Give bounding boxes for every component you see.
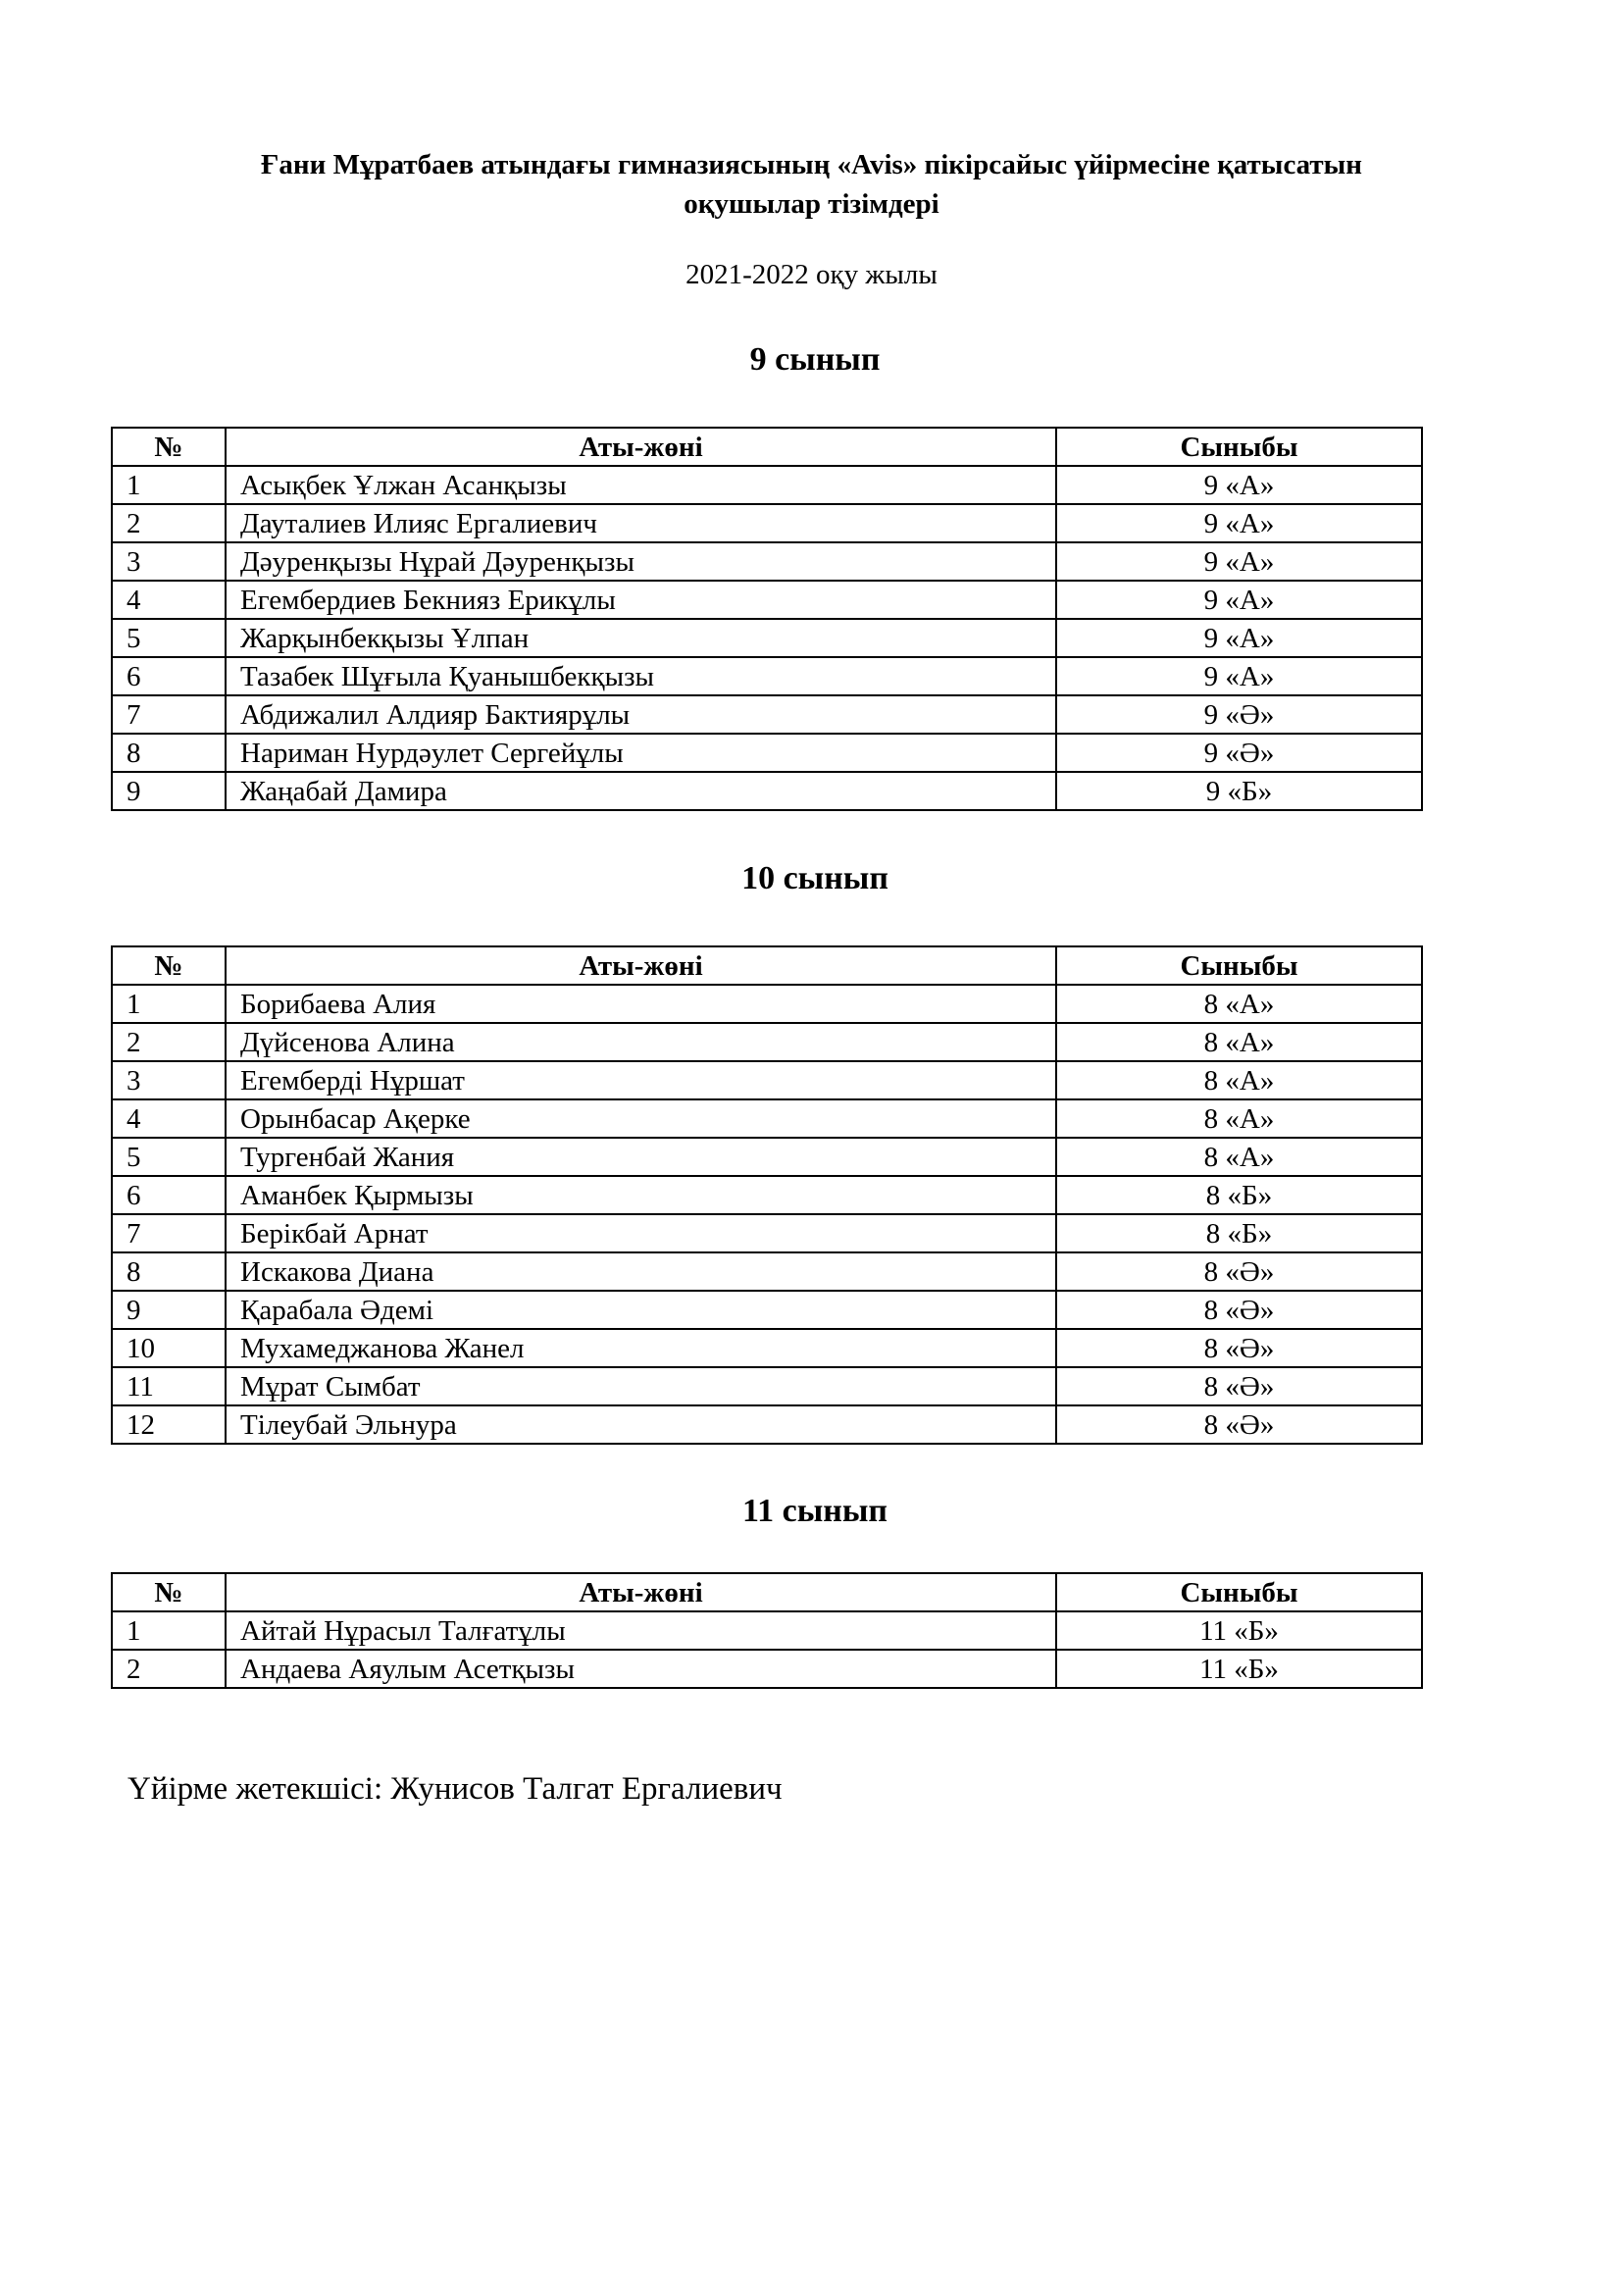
student-class: 8 «Ә» [1056, 1252, 1422, 1291]
table-row [112, 1291, 1422, 1329]
row-number: 7 [112, 1214, 226, 1252]
header-num: № [112, 428, 226, 466]
student-name: Тургенбай Жания [226, 1138, 1056, 1176]
row-number: 1 [112, 466, 226, 504]
section-title: 10 сынып [741, 860, 888, 896]
student-name: Тілеубай Эльнура [226, 1405, 1056, 1444]
row-number: 2 [112, 1023, 226, 1061]
student-name: Борибаева Алия [226, 985, 1056, 1023]
header-class: Сыныбы [1056, 946, 1422, 985]
student-class: 8 «Б» [1056, 1176, 1422, 1214]
table-row [112, 1650, 1422, 1688]
student-name: Абдижалил Алдияр Бактиярұлы [226, 695, 1056, 734]
row-number: 8 [112, 734, 226, 772]
student-name: Қарабала Әдемі [226, 1291, 1056, 1329]
table-row [112, 1214, 1422, 1252]
student-class: 8 «А» [1056, 1023, 1422, 1061]
table-row [112, 504, 1422, 542]
student-class: 9 «Ә» [1056, 695, 1422, 734]
student-name: Жаңабай Дамира [226, 772, 1056, 810]
student-class: 8 «Ә» [1056, 1291, 1422, 1329]
student-class: 9 «Б» [1056, 772, 1422, 810]
student-class: 8 «Ә» [1056, 1405, 1422, 1444]
student-name: Нариман Нурдәулет Сергейұлы [226, 734, 1056, 772]
row-number: 10 [112, 1329, 226, 1367]
section-title: 9 сынып [749, 341, 881, 378]
header-class: Сыныбы [1056, 1573, 1422, 1611]
student-class: 8 «А» [1056, 1099, 1422, 1138]
student-class: 9 «А» [1056, 504, 1422, 542]
row-number: 2 [112, 504, 226, 542]
student-class: 9 «А» [1056, 657, 1422, 695]
header-class: Сыныбы [1056, 428, 1422, 466]
table-row [112, 1138, 1422, 1176]
row-number: 7 [112, 695, 226, 734]
row-number: 5 [112, 619, 226, 657]
students-table [111, 1572, 1423, 1689]
student-name: Асықбек Ұлжан Асанқызы [226, 466, 1056, 504]
table-row [112, 772, 1422, 810]
student-name: Берікбай Арнат [226, 1214, 1056, 1252]
row-number: 5 [112, 1138, 226, 1176]
row-number: 6 [112, 1176, 226, 1214]
table-header-row [112, 1573, 1422, 1611]
header-name: Аты-жөні [226, 946, 1056, 985]
student-name: Жарқынбекқызы Ұлпан [226, 619, 1056, 657]
table-row [112, 1099, 1422, 1138]
student-name: Айтай Нұрасыл Талғатұлы [226, 1611, 1056, 1650]
academic-year: 2021-2022 оқу жылы [685, 259, 938, 290]
row-number: 3 [112, 542, 226, 581]
table-row [112, 695, 1422, 734]
row-number: 1 [112, 1611, 226, 1650]
student-class: 8 «Б» [1056, 1214, 1422, 1252]
row-number: 1 [112, 985, 226, 1023]
table-row [112, 734, 1422, 772]
header-name: Аты-жөні [226, 1573, 1056, 1611]
row-number: 3 [112, 1061, 226, 1099]
header-num: № [112, 1573, 226, 1611]
student-class: 8 «А» [1056, 1061, 1422, 1099]
club-leader: Үйірме жетекшісі: Жунисов Талгат Ергалиевич [127, 1771, 783, 1807]
student-class: 8 «Ә» [1056, 1367, 1422, 1405]
student-name: Искакова Диана [226, 1252, 1056, 1291]
table-row [112, 542, 1422, 581]
student-name: Егембердиев Бекнияз Ерикұлы [226, 581, 1056, 619]
table-row [112, 1367, 1422, 1405]
student-name: Мұрат Сымбат [226, 1367, 1056, 1405]
document-title-line2: оқушылар тізімдері [684, 188, 939, 220]
student-name: Андаева Аяулым Асетқызы [226, 1650, 1056, 1688]
student-name: Орынбасар Ақерке [226, 1099, 1056, 1138]
student-name: Мухамеджанова Жанел [226, 1329, 1056, 1367]
student-name: Дәуренқызы Нұрай Дәуренқызы [226, 542, 1056, 581]
student-class: 9 «Ә» [1056, 734, 1422, 772]
table-row [112, 466, 1422, 504]
student-class: 8 «А» [1056, 1138, 1422, 1176]
student-name: Егемберді Нұршат [226, 1061, 1056, 1099]
student-name: Аманбек Қырмызы [226, 1176, 1056, 1214]
row-number: 4 [112, 1099, 226, 1138]
header-name: Аты-жөні [226, 428, 1056, 466]
students-table [111, 945, 1423, 1445]
row-number: 12 [112, 1405, 226, 1444]
student-class: 8 «Ә» [1056, 1329, 1422, 1367]
table-row [112, 619, 1422, 657]
table-header-row [112, 428, 1422, 466]
student-class: 9 «А» [1056, 542, 1422, 581]
row-number: 6 [112, 657, 226, 695]
row-number: 11 [112, 1367, 226, 1405]
student-class: 11 «Б» [1056, 1611, 1422, 1650]
table-row [112, 1061, 1422, 1099]
section-title: 11 сынып [742, 1493, 888, 1529]
table-row [112, 1405, 1422, 1444]
student-class: 9 «А» [1056, 466, 1422, 504]
student-class: 9 «А» [1056, 581, 1422, 619]
student-name: Дауталиев Илияс Ергалиевич [226, 504, 1056, 542]
table-row [112, 1176, 1422, 1214]
student-class: 11 «Б» [1056, 1650, 1422, 1688]
table-row [112, 1329, 1422, 1367]
students-table [111, 427, 1423, 811]
table-header-row [112, 946, 1422, 985]
table-row [112, 657, 1422, 695]
table-row [112, 1252, 1422, 1291]
row-number: 9 [112, 1291, 226, 1329]
student-class: 8 «А» [1056, 985, 1422, 1023]
header-num: № [112, 946, 226, 985]
table-row [112, 581, 1422, 619]
table-row [112, 1023, 1422, 1061]
student-class: 9 «А» [1056, 619, 1422, 657]
row-number: 2 [112, 1650, 226, 1688]
document-title-line1: Ғани Мұратбаев атындағы гимназиясының «Avis» пікірсайыс үйірмесіне қатысатын [260, 149, 1363, 180]
table-row [112, 985, 1422, 1023]
table-row [112, 1611, 1422, 1650]
student-name: Тазабек Шұғыла Қуанышбекқызы [226, 657, 1056, 695]
row-number: 8 [112, 1252, 226, 1291]
row-number: 4 [112, 581, 226, 619]
student-name: Дүйсенова Алина [226, 1023, 1056, 1061]
row-number: 9 [112, 772, 226, 810]
